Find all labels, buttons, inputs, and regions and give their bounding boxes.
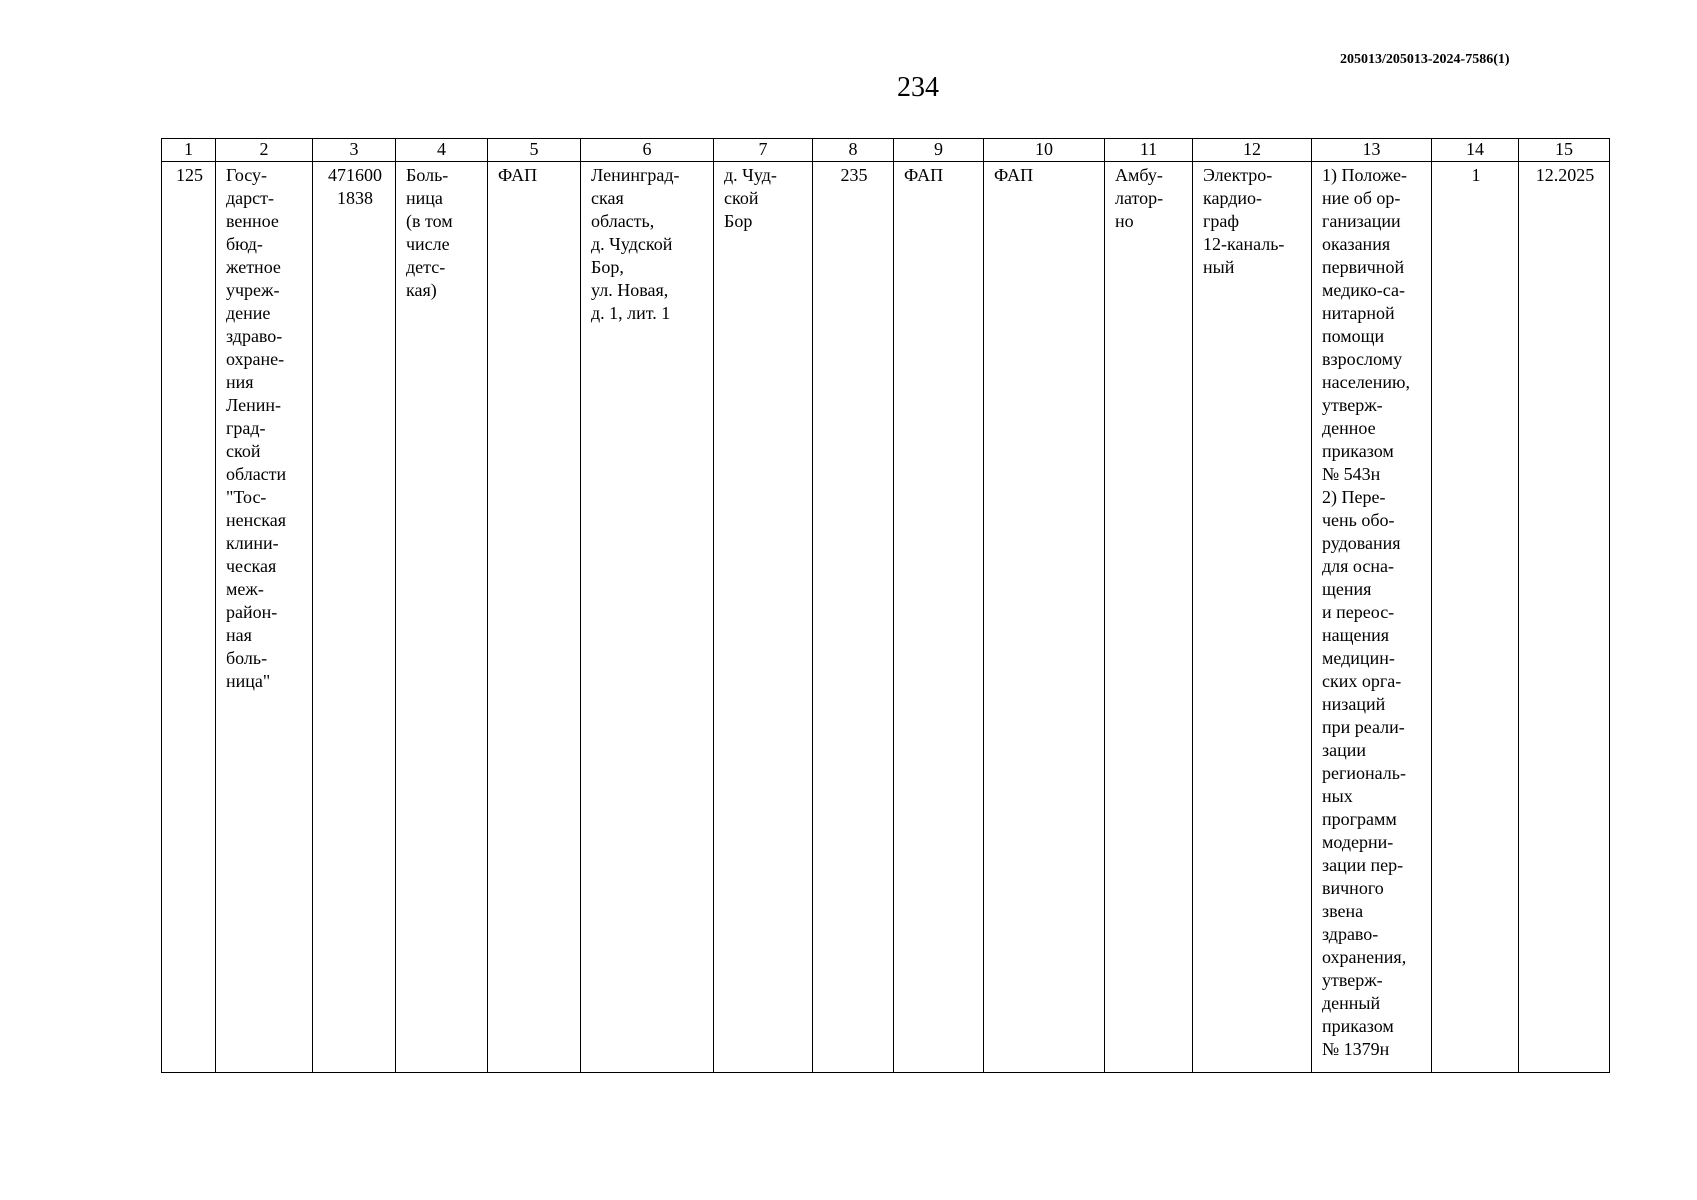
- column-number: 10: [984, 139, 1105, 162]
- column-number: 1: [162, 139, 216, 162]
- deadline-cell: 12.2025: [1519, 162, 1610, 1073]
- equipment-table: [161, 138, 1610, 1073]
- column-number: 12: [1193, 139, 1312, 162]
- regulation-cell: 1) Положе- ние об ор- ганизации оказания первичной медико-са- нитарной помощи взрослому населению, утверж- денное приказом № 543н 2) Пере- чень обо- рудования для осна- щения и переос- нащения медицин- ских орга- низаций при реали- зации региональ- ных программ модерни- зации пер- вичного звена здраво- охранения, утверж- денный приказом № 1379н: [1312, 162, 1432, 1073]
- settlement-cell: д. Чуд- ской Бор: [714, 162, 813, 1073]
- organization-type-cell: Боль- ница (в том числе детс- кая): [396, 162, 488, 1073]
- unit-profile-cell: ФАП: [984, 162, 1105, 1073]
- column-number: 15: [1519, 139, 1610, 162]
- document-id: 205013/205013-2024-7586(1): [1340, 52, 1510, 67]
- column-number: 3: [313, 139, 396, 162]
- column-number: 9: [894, 139, 984, 162]
- column-number: 13: [1312, 139, 1432, 162]
- column-number: 11: [1105, 139, 1193, 162]
- division-type-cell: ФАП: [488, 162, 581, 1073]
- page-number: 234: [897, 72, 939, 103]
- table-row: [162, 162, 1610, 1073]
- row-number-cell: 125: [162, 162, 216, 1073]
- column-number: 4: [396, 139, 488, 162]
- equipment-name-cell: Электро- кардио- граф 12-каналь- ный: [1193, 162, 1312, 1073]
- inn-cell: 471600 1838: [313, 162, 396, 1073]
- column-number: 14: [1432, 139, 1519, 162]
- column-number: 2: [216, 139, 313, 162]
- care-condition-cell: Амбу- латор- но: [1105, 162, 1193, 1073]
- column-number: 5: [488, 139, 581, 162]
- column-number: 7: [714, 139, 813, 162]
- column-number: 6: [581, 139, 714, 162]
- population-cell: 235: [813, 162, 894, 1073]
- column-number: 8: [813, 139, 894, 162]
- unit-type-cell: ФАП: [894, 162, 984, 1073]
- address-cell: Ленинград- ская область, д. Чудской Бор, ул. Новая, д. 1, лит. 1: [581, 162, 714, 1073]
- column-number-row: [162, 139, 1610, 162]
- quantity-cell: 1: [1432, 162, 1519, 1073]
- organization-name-cell: Госу- дарст- венное бюд- жетное учреж- дение здраво- охране- ния Ленин- град- ской области "Тос- ненская клини- ческая меж- район- ная боль- ница": [216, 162, 313, 1073]
